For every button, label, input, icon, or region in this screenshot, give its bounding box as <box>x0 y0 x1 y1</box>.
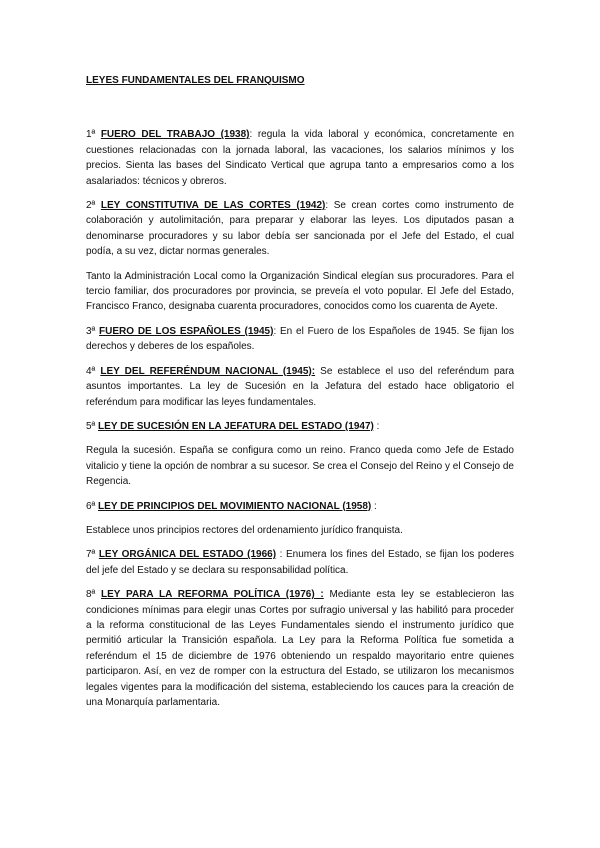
section-6 <box>86 499 514 514</box>
document-body <box>86 73 514 719</box>
section-2 <box>86 198 514 260</box>
section-1 <box>86 127 514 189</box>
section-number: 1ª <box>86 129 101 141</box>
document-title: LEYES FUNDAMENTALES DEL FRANQUISMO <box>86 75 305 86</box>
section-heading: LEY DE SUCESIÓN EN LA JEFATURA DEL ESTADO (1947) <box>98 420 374 432</box>
section-text: : <box>371 500 377 512</box>
section-text: Mediante esta ley se establecieron las condiciones mínimas para elegir unas Cortes por sufragio universal y las habilitó para proceder a la reforma constitucional de las Leyes Fundamentales siendo el instrumento jurídico que permitió articular la Transición española. La Ley para la Reforma Política fue sometida a referéndum el 15 de diciembre de 1976 obteniendo un respaldo mayoritario entre quienes participaron. Así, en vez de romper con la estructura del Estado, se utilizaron los mecanismos legales vigentes para la modificación del sistema, estableciendo los cauces para la creación de una Monarquía parlamentaria. <box>86 589 514 708</box>
section-8 <box>86 587 514 710</box>
section-4 <box>86 364 514 410</box>
section-text: : <box>373 420 380 432</box>
section-text: Se establece el uso del referéndum para asuntos importantes. La ley de Sucesión en la Jefatura del estado hace obligatorio el referéndum para modificar las leyes fundamentales. <box>86 365 515 408</box>
paragraph: Establece unos principios rectores del ordenamiento jurídico franquista. <box>86 524 403 536</box>
section-5 <box>86 419 514 434</box>
section-number: 8ª <box>86 589 102 601</box>
section-heading: LEY ORGÁNICA DEL ESTADO (1966) <box>98 549 277 561</box>
section-text: : Enumera los fines del Estado, se fijan los poderes del jefe del Estado y se declara su responsabilidad política. <box>86 549 514 576</box>
section-text: : Se crean cortes como instrumento de colaboración y autolimitación, para preparar y elaborar las leyes. Los diputados pasan a denominarse procuradores y su labor debía ser sancionada por el Jefe del Estado, el cual podía, a su vez, dictar normas generales. <box>86 200 514 258</box>
section-number: 2ª <box>86 200 101 212</box>
paragraph: Tanto la Administración Local como la Organización Sindical elegían sus procuradores. Para el tercio familiar, dos procuradores por provincia, se preveía el voto popular. El Jefe del Estado, Francisco Franco, designaba cuarenta procuradores, conocidos como los cuarenta de Ayete. <box>86 270 514 313</box>
section-number: 5ª <box>86 420 99 432</box>
section-heading: LEY PARA LA REFORMA POLÍTICA (1976) : <box>101 589 324 601</box>
section-number: 4ª <box>86 365 101 377</box>
section-number: 3ª <box>86 325 100 337</box>
section-7 <box>86 547 514 578</box>
section-heading: LEY DE PRINCIPIOS DEL MOVIMIENTO NACIONAL (1958) <box>98 500 372 512</box>
section-number: 7ª <box>86 549 99 561</box>
paragraph: Regula la sucesión. España se configura como un reino. Franco queda como Jefe de Estado vitalicio y tiene la opción de nombrar a su sucesor. Se crea el Consejo del Reino y el Consejo de Regencia. <box>86 445 514 488</box>
section-text: : regula la vida laboral y económica, concretamente en cuestiones relacionadas con la jornada laboral, las vacaciones, los salarios mínimos y los precios. Sienta las bases del Sindicato Vertical que agrupa tanto a empresarios como a los asalariados: técnicos y obreros. <box>86 129 514 187</box>
section-number: 6ª <box>86 500 99 512</box>
section-heading: LEY CONSTITUTIVA DE LAS CORTES (1942) <box>100 200 326 212</box>
section-heading: LEY DEL REFERÉNDUM NACIONAL (1945): <box>100 365 316 377</box>
section-heading: FUERO DEL TRABAJO (1938) <box>100 129 250 141</box>
section-heading: FUERO DE LOS ESPAÑOLES (1945) <box>99 325 274 337</box>
section-text: : En el Fuero de los Españoles de 1945. Se fijan los derechos y deberes de los españoles. <box>86 325 515 353</box>
section-3 <box>86 324 514 355</box>
